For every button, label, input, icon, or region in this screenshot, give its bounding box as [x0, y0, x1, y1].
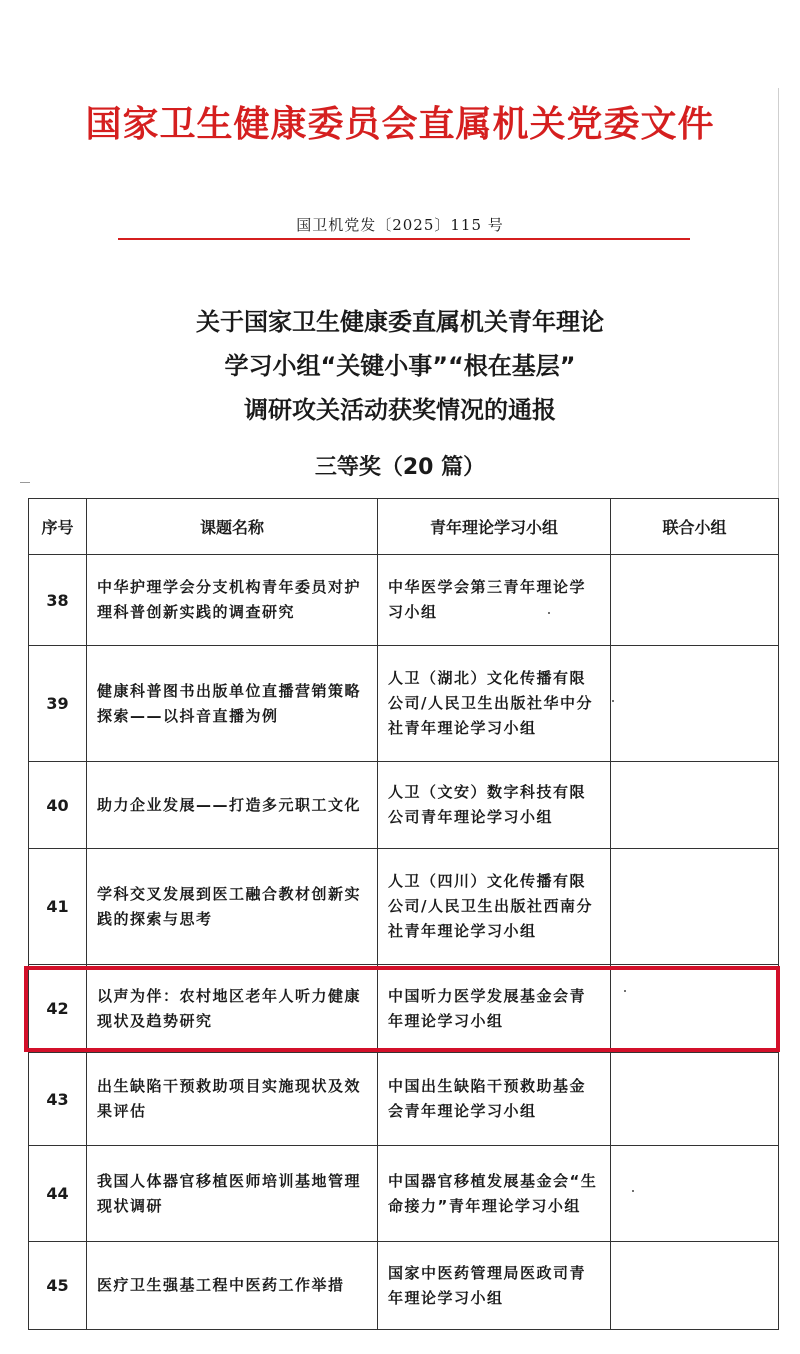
notice-title-line-1: 关于国家卫生健康委直属机关青年理论 [196, 308, 604, 336]
margin-mark [20, 482, 30, 483]
header-serial: 序号 [29, 499, 87, 555]
row-serial: 38 [29, 555, 87, 646]
notice-title-line-3: 调研攻关活动获奖情况的通报 [244, 396, 556, 424]
row-topic: 健康科普图书出版单位直播营销策略探索——以抖音直播为例 [87, 646, 378, 762]
row-topic: 我国人体器官移植医师培训基地管理现状调研 [87, 1146, 378, 1242]
row-joint-group [611, 849, 779, 965]
scan-speck [548, 612, 550, 614]
row-serial: 39 [29, 646, 87, 762]
row-topic: 中华护理学会分支机构青年委员对护理科普创新实践的调查研究 [87, 555, 378, 646]
row-serial: 40 [29, 762, 87, 849]
row-joint-group [611, 762, 779, 849]
row-serial: 44 [29, 1146, 87, 1242]
row-topic: 医疗卫生强基工程中医药工作举措 [87, 1242, 378, 1330]
header-joint-group: 联合小组 [611, 499, 779, 555]
table-row [29, 1242, 779, 1330]
table-header-row [29, 499, 779, 555]
red-divider-line [118, 238, 690, 240]
row-joint-group [611, 1242, 779, 1330]
awards-table [28, 498, 779, 1330]
row-topic: 出生缺陷干预救助项目实施现状及效果评估 [87, 1053, 378, 1146]
row-serial: 45 [29, 1242, 87, 1330]
header-study-group: 青年理论学习小组 [378, 499, 611, 555]
document-header-title: 国家卫生健康委员会直属机关党委文件 [85, 104, 715, 145]
row-study-group: 中国出生缺陷干预救助基金会青年理论学习小组 [378, 1053, 611, 1146]
row-joint-group [611, 555, 779, 646]
row-joint-group [611, 1146, 779, 1242]
row-study-group: 人卫（文安）数字科技有限公司青年理论学习小组 [378, 762, 611, 849]
row-joint-group [611, 965, 779, 1053]
row-serial: 42 [29, 965, 87, 1053]
table-row [29, 849, 779, 965]
row-study-group: 人卫（四川）文化传播有限公司/人民卫生出版社西南分社青年理论学习小组 [378, 849, 611, 965]
row-serial: 41 [29, 849, 87, 965]
document-number: 国卫机党发〔2025〕115 号 [296, 216, 504, 234]
notice-title [0, 300, 800, 432]
row-topic: 助力企业发展——打造多元职工文化 [87, 762, 378, 849]
table-row [29, 1053, 779, 1146]
row-joint-group [611, 1053, 779, 1146]
page-edge [778, 88, 779, 508]
row-study-group: 中国听力医学发展基金会青年理论学习小组 [378, 965, 611, 1053]
row-topic: 学科交叉发展到医工融合教材创新实践的探索与思考 [87, 849, 378, 965]
table-row [29, 1146, 779, 1242]
row-joint-group [611, 646, 779, 762]
row-serial: 43 [29, 1053, 87, 1146]
scan-speck [624, 990, 626, 992]
table-row [29, 555, 779, 646]
table-row [29, 646, 779, 762]
row-study-group: 人卫（湖北）文化传播有限公司/人民卫生出版社华中分社青年理论学习小组 [378, 646, 611, 762]
notice-title-line-2: 学习小组“关键小事”“根在基层” [224, 352, 576, 380]
row-study-group: 国家中医药管理局医政司青年理论学习小组 [378, 1242, 611, 1330]
award-level-heading: 三等奖（20 篇） [314, 455, 486, 480]
scan-speck [612, 700, 614, 702]
row-topic: 以声为伴：农村地区老年人听力健康现状及趋势研究 [87, 965, 378, 1053]
row-study-group: 中华医学会第三青年理论学习小组 [378, 555, 611, 646]
table-row [29, 762, 779, 849]
table-row-highlighted [29, 965, 779, 1053]
scan-speck [632, 1190, 634, 1192]
row-study-group: 中国器官移植发展基金会“生命接力”青年理论学习小组 [378, 1146, 611, 1242]
header-topic: 课题名称 [87, 499, 378, 555]
